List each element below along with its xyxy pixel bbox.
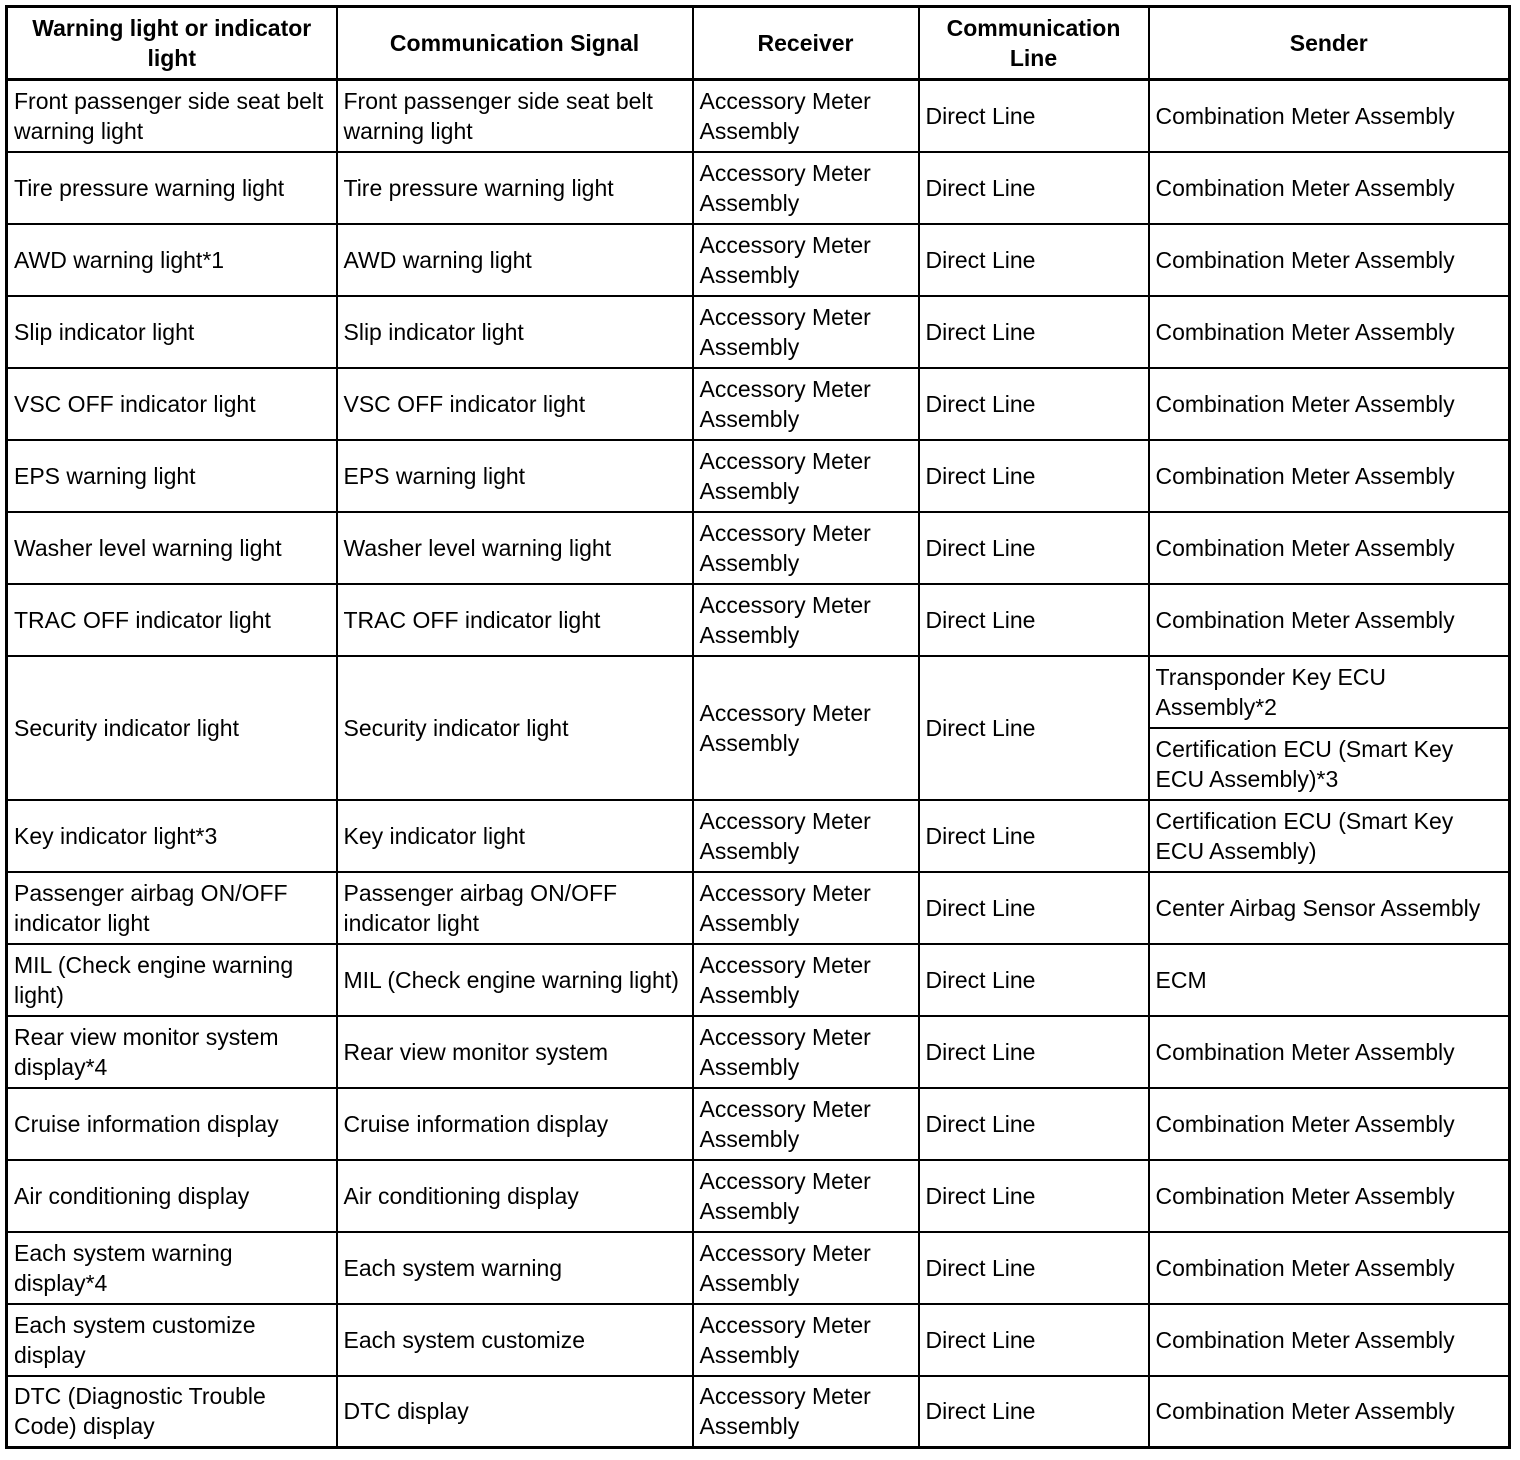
warning-cell: Each system warning display*4 <box>7 1232 337 1304</box>
sender-cell: Combination Meter Assembly <box>1149 296 1510 368</box>
header-warning-light: Warning light or indicator light <box>7 7 337 80</box>
line-cell: Direct Line <box>919 224 1149 296</box>
sender-cell: Certification ECU (Smart Key ECU Assembly) <box>1149 800 1510 872</box>
signal-cell: Tire pressure warning light <box>337 152 693 224</box>
signal-cell: VSC OFF indicator light <box>337 368 693 440</box>
table-row <box>7 80 1510 152</box>
table-row <box>7 800 1510 872</box>
signal-cell: Air conditioning display <box>337 1160 693 1232</box>
receiver-cell: Accessory Meter Assembly <box>693 1088 919 1160</box>
sender-cell: Combination Meter Assembly <box>1149 440 1510 512</box>
line-cell: Direct Line <box>919 1160 1149 1232</box>
signal-cell: Each system customize <box>337 1304 693 1376</box>
warning-cell: Passenger airbag ON/OFF indicator light <box>7 872 337 944</box>
receiver-cell: Accessory Meter Assembly <box>693 1304 919 1376</box>
signal-cell: AWD warning light <box>337 224 693 296</box>
line-cell: Direct Line <box>919 512 1149 584</box>
warning-cell: AWD warning light*1 <box>7 224 337 296</box>
signal-cell: Security indicator light <box>337 656 693 800</box>
receiver-cell: Accessory Meter Assembly <box>693 512 919 584</box>
receiver-cell: Accessory Meter Assembly <box>693 944 919 1016</box>
warning-cell: Cruise information display <box>7 1088 337 1160</box>
receiver-cell: Accessory Meter Assembly <box>693 80 919 152</box>
line-cell: Direct Line <box>919 152 1149 224</box>
receiver-cell: Accessory Meter Assembly <box>693 1376 919 1448</box>
receiver-cell: Accessory Meter Assembly <box>693 1232 919 1304</box>
sender-cell: Combination Meter Assembly <box>1149 512 1510 584</box>
warning-cell: Tire pressure warning light <box>7 152 337 224</box>
line-cell: Direct Line <box>919 872 1149 944</box>
receiver-cell: Accessory Meter Assembly <box>693 224 919 296</box>
receiver-cell: Accessory Meter Assembly <box>693 584 919 656</box>
line-cell: Direct Line <box>919 584 1149 656</box>
signal-cell: DTC display <box>337 1376 693 1448</box>
sender-cell: Combination Meter Assembly <box>1149 1016 1510 1088</box>
table-row <box>7 1304 1510 1376</box>
line-cell: Direct Line <box>919 1304 1149 1376</box>
signal-cell: Key indicator light <box>337 800 693 872</box>
sender-cell: Combination Meter Assembly <box>1149 224 1510 296</box>
line-cell: Direct Line <box>919 296 1149 368</box>
warning-cell: Rear view monitor system display*4 <box>7 1016 337 1088</box>
sender-cell: Combination Meter Assembly <box>1149 368 1510 440</box>
table-row <box>7 656 1510 728</box>
warning-cell: Front passenger side seat belt warning light <box>7 80 337 152</box>
receiver-cell: Accessory Meter Assembly <box>693 656 919 800</box>
sender-cell: Combination Meter Assembly <box>1149 1376 1510 1448</box>
table-row <box>7 512 1510 584</box>
warning-cell: Key indicator light*3 <box>7 800 337 872</box>
line-cell: Direct Line <box>919 1016 1149 1088</box>
warning-cell: MIL (Check engine warning light) <box>7 944 337 1016</box>
sender-cell: ECM <box>1149 944 1510 1016</box>
sender-cell: Combination Meter Assembly <box>1149 1232 1510 1304</box>
table-row <box>7 1160 1510 1232</box>
receiver-cell: Accessory Meter Assembly <box>693 368 919 440</box>
table-row <box>7 368 1510 440</box>
signal-cell: Cruise information display <box>337 1088 693 1160</box>
signal-cell: Slip indicator light <box>337 296 693 368</box>
sender-cell: Combination Meter Assembly <box>1149 152 1510 224</box>
signal-cell: Rear view monitor system <box>337 1016 693 1088</box>
warning-cell: TRAC OFF indicator light <box>7 584 337 656</box>
warning-cell: VSC OFF indicator light <box>7 368 337 440</box>
warning-cell: Security indicator light <box>7 656 337 800</box>
line-cell: Direct Line <box>919 800 1149 872</box>
line-cell: Direct Line <box>919 1088 1149 1160</box>
warning-cell: DTC (Diagnostic Trouble Code) display <box>7 1376 337 1448</box>
signal-cell: Washer level warning light <box>337 512 693 584</box>
table-row <box>7 296 1510 368</box>
header-receiver: Receiver <box>693 7 919 80</box>
receiver-cell: Accessory Meter Assembly <box>693 1160 919 1232</box>
sender-cell: Combination Meter Assembly <box>1149 1304 1510 1376</box>
table-row <box>7 584 1510 656</box>
sender-cell: Combination Meter Assembly <box>1149 1088 1510 1160</box>
line-cell: Direct Line <box>919 1232 1149 1304</box>
communication-table <box>5 5 1511 1449</box>
warning-cell: EPS warning light <box>7 440 337 512</box>
header-communication-line: Communication Line <box>919 7 1149 80</box>
signal-cell: EPS warning light <box>337 440 693 512</box>
receiver-cell: Accessory Meter Assembly <box>693 440 919 512</box>
receiver-cell: Accessory Meter Assembly <box>693 152 919 224</box>
receiver-cell: Accessory Meter Assembly <box>693 1016 919 1088</box>
header-communication-signal: Communication Signal <box>337 7 693 80</box>
line-cell: Direct Line <box>919 944 1149 1016</box>
line-cell: Direct Line <box>919 368 1149 440</box>
line-cell: Direct Line <box>919 80 1149 152</box>
signal-cell: Each system warning <box>337 1232 693 1304</box>
sender-cell: Transponder Key ECU Assembly*2 <box>1149 656 1510 728</box>
table-row <box>7 1088 1510 1160</box>
receiver-cell: Accessory Meter Assembly <box>693 800 919 872</box>
sender-cell: Combination Meter Assembly <box>1149 80 1510 152</box>
line-cell: Direct Line <box>919 656 1149 800</box>
signal-cell: Front passenger side seat belt warning light <box>337 80 693 152</box>
sender-cell: Center Airbag Sensor Assembly <box>1149 872 1510 944</box>
sender-cell: Combination Meter Assembly <box>1149 1160 1510 1232</box>
sender-cell: Certification ECU (Smart Key ECU Assembly)*3 <box>1149 728 1510 800</box>
table-row <box>7 224 1510 296</box>
table-row <box>7 440 1510 512</box>
warning-cell: Air conditioning display <box>7 1160 337 1232</box>
sender-cell: Combination Meter Assembly <box>1149 584 1510 656</box>
signal-cell: MIL (Check engine warning light) <box>337 944 693 1016</box>
table-row <box>7 872 1510 944</box>
table-row <box>7 1016 1510 1088</box>
warning-cell: Slip indicator light <box>7 296 337 368</box>
header-sender: Sender <box>1149 7 1510 80</box>
table-row <box>7 944 1510 1016</box>
table-row <box>7 1376 1510 1448</box>
receiver-cell: Accessory Meter Assembly <box>693 296 919 368</box>
warning-cell: Each system customize display <box>7 1304 337 1376</box>
warning-cell: Washer level warning light <box>7 512 337 584</box>
line-cell: Direct Line <box>919 440 1149 512</box>
receiver-cell: Accessory Meter Assembly <box>693 872 919 944</box>
table-row <box>7 1232 1510 1304</box>
header-row <box>7 7 1510 80</box>
signal-cell: Passenger airbag ON/OFF indicator light <box>337 872 693 944</box>
table-row <box>7 152 1510 224</box>
signal-cell: TRAC OFF indicator light <box>337 584 693 656</box>
line-cell: Direct Line <box>919 1376 1149 1448</box>
